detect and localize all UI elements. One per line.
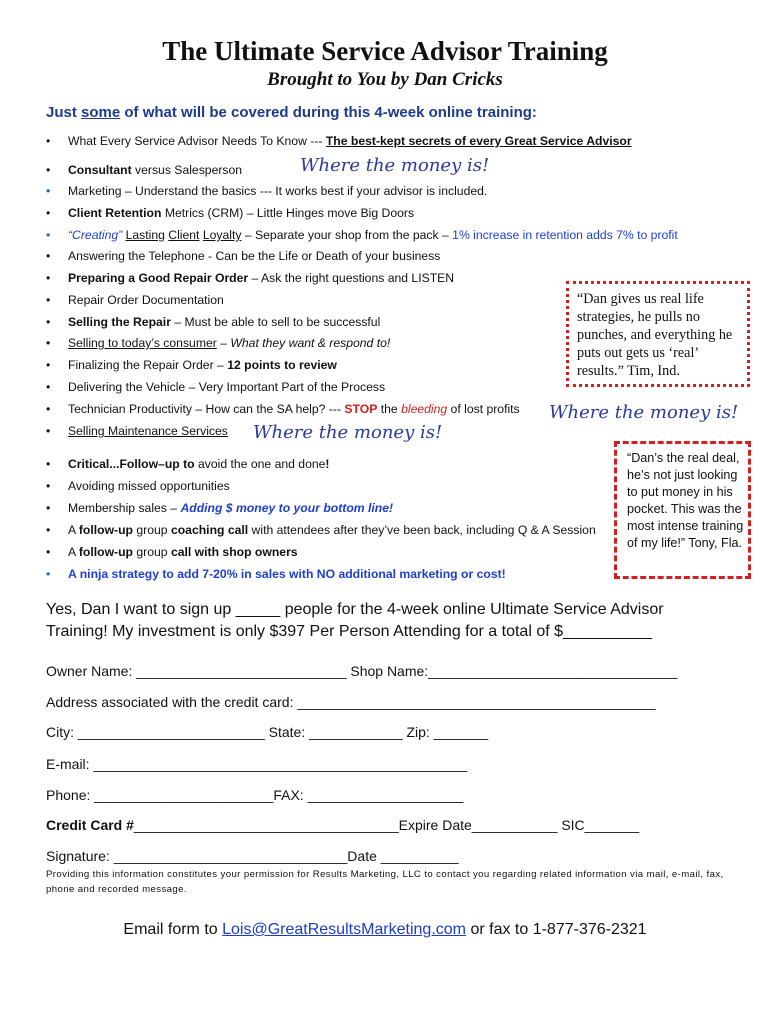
list-item: • Delivering the Vehicle – Very Important Part of the Process <box>46 380 386 394</box>
handwritten-note: Where the money is! <box>549 402 739 423</box>
list-item: • What Every Service Advisor Needs To Know --- The best-kept secrets of every Great Service Advisor <box>46 134 632 148</box>
list-item: • “Creating” Lasting Client Loyalty – Separate your shop from the pack – 1% increase in retention adds 7% to profit <box>46 228 678 242</box>
signature-field[interactable]: Signature: ______________________________Date __________ <box>46 848 459 864</box>
list-item: • Membership sales – Adding $ money to your bottom line! <box>46 501 394 515</box>
list-item: • Technician Productivity – How can the SA help? --- STOP the bleeding of lost profits <box>46 402 520 416</box>
email-link[interactable]: Lois@GreatResultsMarketing.com <box>222 921 466 938</box>
list-item: • Critical...Follow–up to avoid the one and done! <box>46 457 330 471</box>
page-subtitle: Brought to You by Dan Cricks <box>267 69 503 90</box>
list-item: • A follow-up group coaching call with attendees after they’ve been back, including Q & A Session <box>46 523 596 537</box>
signup-line: Yes, Dan I want to sign up _____ people for the 4-week online Ultimate Service Advisor <box>46 601 664 618</box>
list-item: • Marketing – Understand the basics --- It works best if your advisor is included. <box>46 184 488 198</box>
list-item: • A follow-up group call with shop owners <box>46 545 298 559</box>
footer-contact: Email form to Lois@GreatResultsMarketing.com or fax to 1-877-376-2321 <box>123 921 647 938</box>
list-item: • A ninja strategy to add 7-20% in sales with NO additional marketing or cost! <box>46 567 506 581</box>
credit-card-field[interactable]: Credit Card #__________________________________Expire Date___________ SIC_______ <box>46 817 640 833</box>
signup-text <box>46 599 736 643</box>
email-field[interactable]: E-mail: ________________________________________________ <box>46 756 468 772</box>
phone-fax-field[interactable]: Phone: _______________________FAX: ____________________ <box>46 787 464 803</box>
city-state-zip-field[interactable]: City: ________________________ State: ____________ Zip: _______ <box>46 724 489 740</box>
list-item: • Preparing a Good Repair Order – Ask the right questions and LISTEN <box>46 271 455 285</box>
testimonial-box: “Dan gives us real life strategies, he pulls no punches, and everything he puts out gets us ‘real’ results.” Tim, Ind. <box>566 281 750 387</box>
list-item: • Consultant versus Salesperson <box>46 163 243 177</box>
handwritten-note: Where the money is! <box>300 155 490 176</box>
list-item: • Selling to today’s consumer – What they want & respond to! <box>46 336 391 350</box>
list-item: • Answering the Telephone - Can be the Life or Death of your business <box>46 249 441 263</box>
handwritten-note: Where the money is! <box>253 422 443 443</box>
signup-line: Training! My investment is only $397 Per Person Attending for a total of $__________ <box>46 623 652 640</box>
list-item: • Finalizing the Repair Order – 12 points to review <box>46 358 337 372</box>
intro-heading: Just some of what will be covered during this 4-week online training: <box>46 104 537 121</box>
fine-print: Providing this information constitutes your permission for Results Marketing, LLC to contact you regarding related information via mail, e-mail, fax, phone and recorded message. <box>46 869 724 895</box>
list-item: • Repair Order Documentation <box>46 293 224 307</box>
owner-shop-field[interactable]: Owner Name: ___________________________ Shop Name:________________________________ <box>46 663 678 679</box>
list-item: • Client Retention Metrics (CRM) – Little Hinges move Big Doors <box>46 206 415 220</box>
list-item: • Selling the Repair – Must be able to sell to be successful <box>46 315 381 329</box>
list-item: • Selling Maintenance Services <box>46 424 228 438</box>
testimonial-box: “Dan’s the real deal, he’s not just looking to put money in his pocket. This was the most intense training of my life!” Tony, Fla. <box>614 441 751 579</box>
list-item: • Avoiding missed opportunities <box>46 479 230 493</box>
address-field[interactable]: Address associated with the credit card: ______________________________________________ <box>46 694 656 710</box>
page-title: The Ultimate Service Advisor Training <box>162 36 608 66</box>
